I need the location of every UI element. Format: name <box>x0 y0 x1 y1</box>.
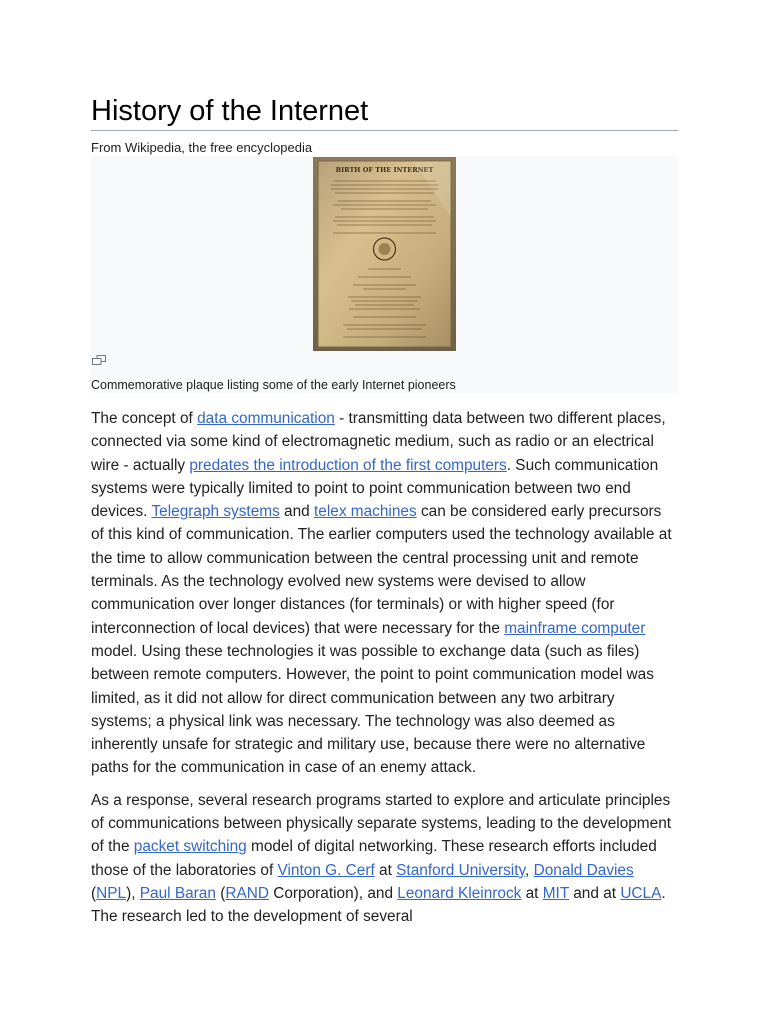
link-leonard-kleinrock[interactable]: Leonard Kleinrock <box>397 884 522 902</box>
text-run: As a response, several research programs started to explore and articulate principles of communications between physically separate systems, leading to the development of the <box>91 791 672 856</box>
text-run: can be considered early precursors of this kind of communication. The earlier computers used the technology available at the time to allow communication between the central processing unit and remote terminals. As the technology evolved new systems were devised to allow communication over longer distances (for terminals) or with higher speed (for interconnection of local devices) that were necessary for the <box>91 503 672 637</box>
page-title: History of the Internet <box>91 95 369 127</box>
link-ucla[interactable]: UCLA <box>620 884 662 902</box>
link-donald-davies[interactable]: Donald Davies <box>533 861 634 879</box>
figure-caption: Commemorative plaque listing some of the early Internet pioneers <box>91 378 456 392</box>
text-run: The concept of <box>91 410 198 427</box>
text-run: and at <box>568 884 621 902</box>
plaque-photo[interactable] <box>313 157 456 351</box>
article-figure <box>91 156 678 393</box>
link-npl[interactable]: NPL <box>96 884 127 902</box>
title-divider <box>91 130 678 131</box>
link-mainframe-computer[interactable]: mainframe computer <box>504 619 646 637</box>
article-content <box>91 92 678 929</box>
link-paul-baran[interactable]: Paul Baran <box>139 884 216 902</box>
text-run: model. Using these technologies it was possible to exchange data (such as files) between remote computers. However, the point to point communication model was limited, as it did not allow for direct communication between any two arbitrary systems; a physical link was necessary. The technology was also deemed as inherently unsafe for strategic and military use, because there were no alternative paths for the communication in case of an enemy attack. <box>91 642 654 777</box>
text-run: ( <box>91 884 97 902</box>
link-packet-switching[interactable]: packet switching <box>133 838 247 856</box>
text-run: Corporation), and <box>268 884 398 902</box>
text-run: at <box>374 861 397 879</box>
text-run: , <box>525 861 534 879</box>
text-run: - transmitting data between two different places, connected via some kind of electromagnetic medium, such as radio or an electrical wire - actually <box>91 410 666 474</box>
text-run: and <box>279 503 315 521</box>
paragraph-2 <box>91 789 678 929</box>
enlarge-icon[interactable] <box>92 355 106 365</box>
link-rand[interactable]: RAND <box>225 884 269 902</box>
text-run: at <box>521 884 543 902</box>
link-telegraph-systems[interactable]: Telegraph systems <box>151 503 280 521</box>
link-telex-machines[interactable]: telex machines <box>314 503 417 521</box>
text-run: ( <box>215 884 226 902</box>
site-tagline: From Wikipedia, the free encyclopedia <box>91 140 313 155</box>
text-run: . Such communication systems were typically limited to point to point communication between two end devices. <box>91 456 659 521</box>
text-run: model of digital networking. These research efforts included those of the laboratories of <box>91 838 657 879</box>
text-run: . The research led to the development of several <box>91 884 666 926</box>
link-mit[interactable]: MIT <box>542 884 569 902</box>
plaque-heading: BIRTH OF THE INTERNET <box>335 166 434 174</box>
text-run: ), <box>126 884 140 902</box>
link-predates-first-computers[interactable]: predates the introduction of the first computers <box>189 456 507 474</box>
link-stanford-university[interactable]: Stanford University <box>396 861 526 879</box>
link-data-communication[interactable]: data communication <box>197 410 335 427</box>
paragraph-1 <box>91 407 678 780</box>
link-vinton-cerf[interactable]: Vinton G. Cerf <box>277 861 375 879</box>
